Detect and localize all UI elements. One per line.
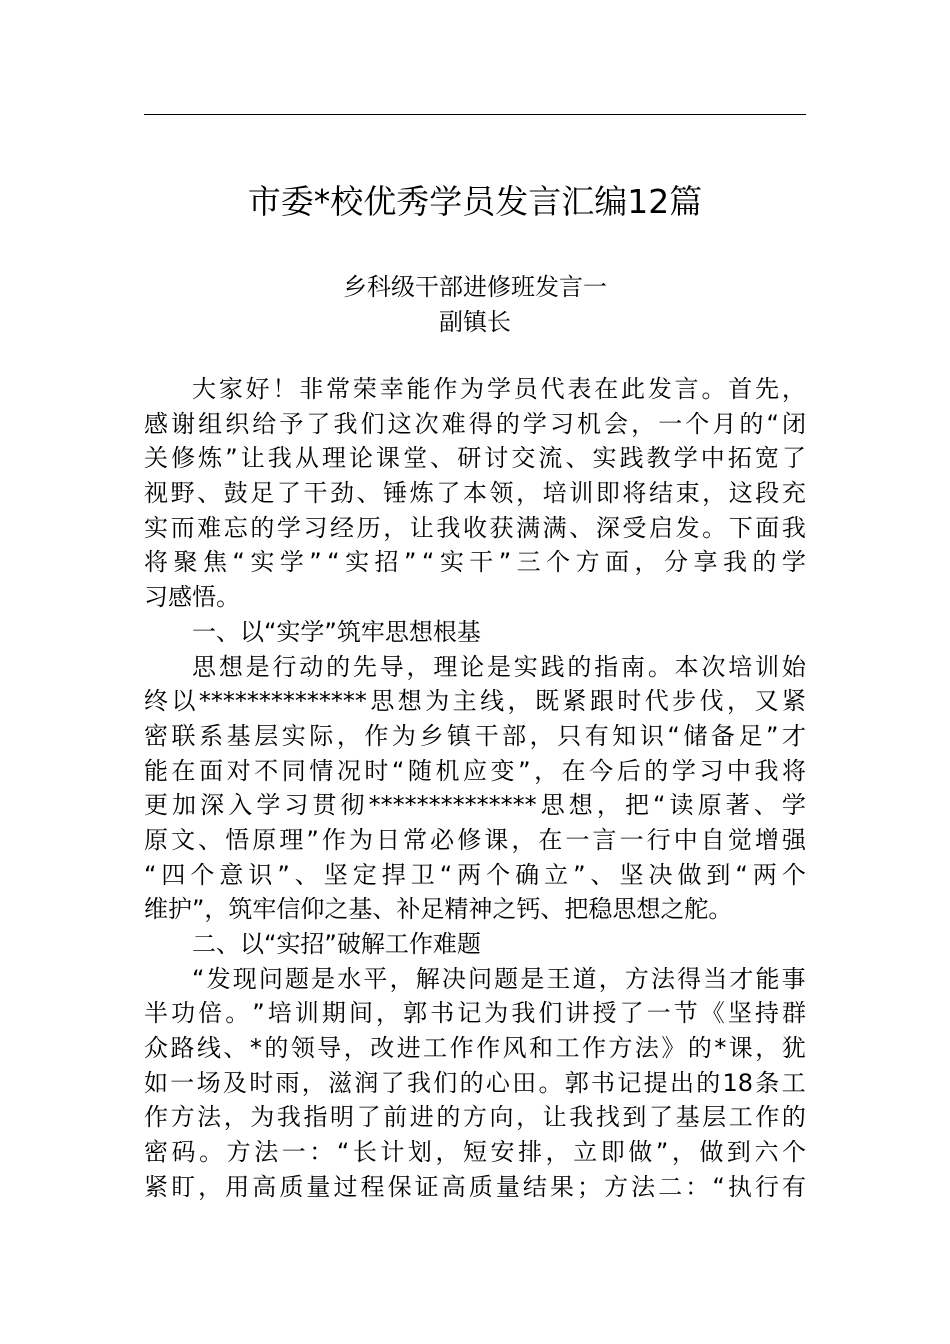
header-rule: [144, 114, 806, 115]
body-line: 作 方 法 ， 为 我 指 明 了 前 进 的 方 向 ， 让 我 找 到 了 基 层 工 作 的: [144, 1103, 806, 1132]
body-line: 习感悟。: [144, 583, 240, 612]
body-line: 密 码 。 方 法 一 ： “ 长 计 划 ， 短 安 排 ， 立 即 做 ” ， 做 到 六 个: [144, 1138, 806, 1167]
body-line: 紧 盯 ， 用 高 质 量 过 程 保 证 高 质 量 结 果 ； 方 法 二 ： “ 执 行 有: [144, 1172, 806, 1201]
body-line: 视 野 、 鼓 足 了 干 劲 、 锤 炼 了 本 领 ， 培 训 即 将 结 束 ， 这 段 充: [144, 479, 806, 508]
body-line: 能 在 面 对 不 同 情 况 时 “ 随 机 应 变 ” ， 在 今 后 的 学 习 中 我 将: [144, 756, 806, 785]
speaker-title: 副镇长: [439, 308, 511, 336]
body-line: 众 路 线 、 * 的 领 导 ， 改 进 工 作 作 风 和 工 作 方 法 》 的 * 课 ， 犹: [144, 1034, 806, 1063]
body-line: 感 谢 组 织 给 予 了 我 们 这 次 难 得 的 学 习 机 会 ， 一 个 月 的 “ 闭: [144, 409, 806, 438]
body-line: 更 加 深 入 学 习 贯 彻 ************** 思 想 ， 把 “ 读 原 著 、 学: [144, 791, 806, 820]
body-line: 实 而 难 忘 的 学 习 经 历 ， 让 我 收 获 满 满 、 深 受 启 发 。 下 面 我: [144, 513, 806, 542]
body-line: 将 聚 焦 “ 实 学 ” “ 实 招 ” “ 实 干 ” 三 个 方 面 ， 分 享 我 的 学: [144, 548, 806, 577]
body-line: 维护”，筑牢信仰之基、补足精神之钙、把稳思想之舵。: [144, 895, 733, 924]
body-line: 密 联 系 基 层 实 际 ， 作 为 乡 镇 干 部 ， 只 有 知 识 “ 储 备 足 ” 才: [144, 721, 806, 750]
document-body: [144, 372, 806, 1205]
body-line: “ 四 个 意 识 ” 、 坚 定 捍 卫 “ 两 个 确 立 ” 、 坚 决 做 到 “ 两 个: [144, 860, 806, 889]
body-line: 大 家 好 ！ 非 常 荣 幸 能 作 为 学 员 代 表 在 此 发 言 。 首 先 ，: [192, 375, 806, 403]
document-title: 市委*校优秀学员发言汇编12篇: [247, 182, 703, 221]
body-line: 半 功 倍 。 ” 培 训 期 间 ， 郭 书 记 为 我 们 讲 授 了 一 节 《 坚 持 群: [144, 999, 806, 1028]
body-line: 思 想 是 行 动 的 先 导 ， 理 论 是 实 践 的 指 南 。 本 次 培 训 始: [192, 652, 806, 681]
document-subtitle: 乡科级干部进修班发言一: [343, 273, 607, 301]
body-line: 二、以“实招”破解工作难题: [192, 930, 481, 958]
body-line: “ 发 现 问 题 是 水 平 ， 解 决 问 题 是 王 道 ， 方 法 得 当 才 能 事: [192, 964, 806, 993]
body-line: 如 一 场 及 时 雨 ， 滋 润 了 我 们 的 心 田 。 郭 书 记 提 出 的 18 条 工: [144, 1068, 806, 1097]
body-line: 关 修 炼 ” 让 我 从 理 论 课 堂 、 研 讨 交 流 、 实 践 教 学 中 拓 宽 了: [144, 444, 806, 473]
body-line: 原 文 、 悟 原 理 ” 作 为 日 常 必 修 课 ， 在 一 言 一 行 中 自 觉 增 强: [144, 825, 806, 854]
body-line: 一、以“实学”筑牢思想根基: [192, 617, 481, 646]
body-line: 终 以 ************** 思 想 为 主 线 ， 既 紧 跟 时 代 步 伐 ， 又 紧: [144, 687, 806, 716]
